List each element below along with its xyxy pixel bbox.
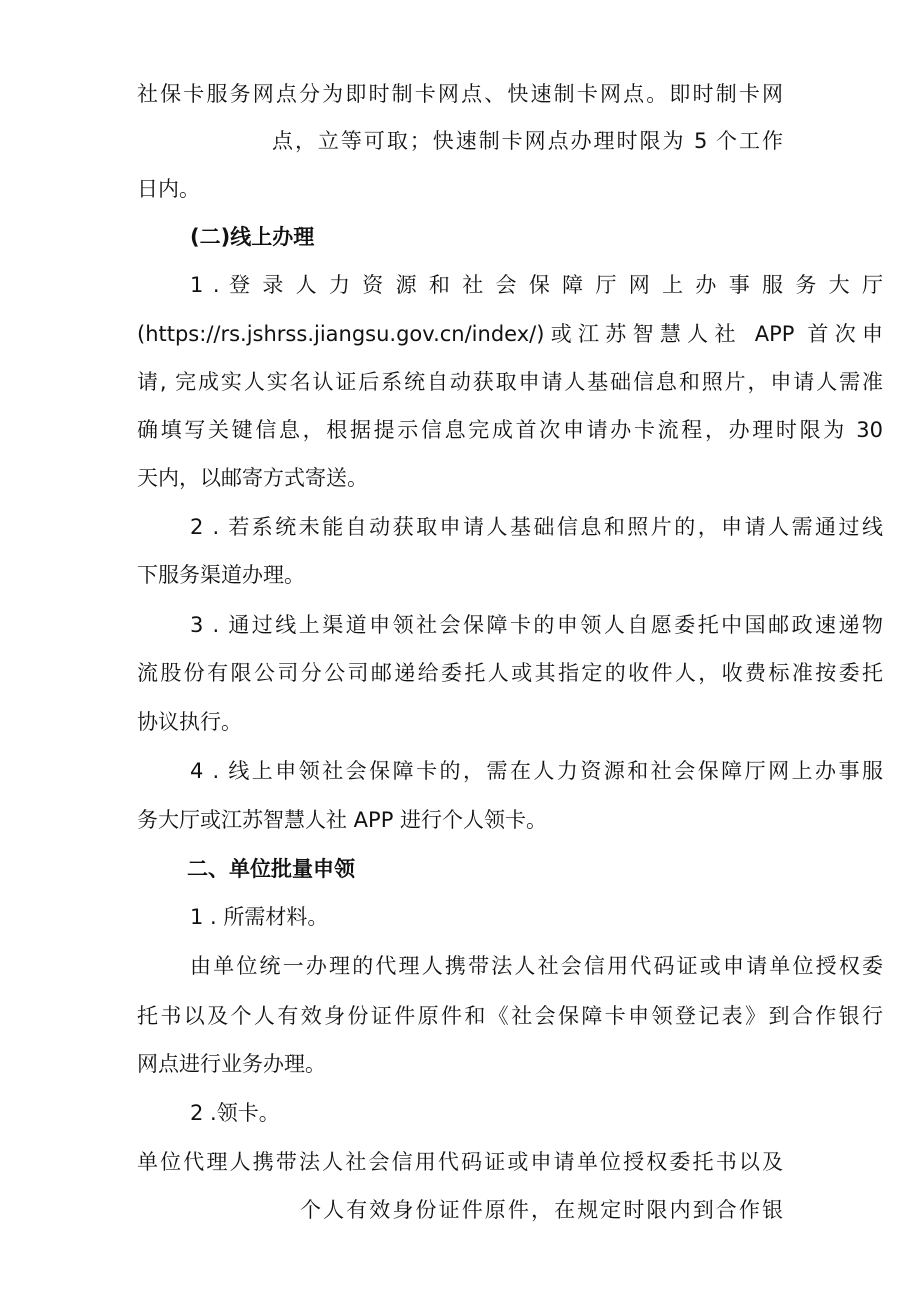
text-line: 2 . 若系统未能自动获取申请人基础信息和照片的，申请人需通过线 <box>190 515 883 539</box>
text-line: 由单位统一办理的代理人携带法人社会信用代码证或申请单位授权委 <box>190 954 883 978</box>
text-line: 点，立等可取；快速制卡网点办理时限为 5 个工作 <box>272 129 783 153</box>
text-line: 1 . 所需材料。 <box>190 905 329 929</box>
section-heading: (二)线上办理 <box>190 225 315 249</box>
text-line: 日内。 <box>137 177 200 201</box>
text-line: 天内，以邮寄方式寄送。 <box>137 466 368 490</box>
section-heading: 二、单位批量申领 <box>187 857 355 881</box>
text-line: 网点进行业务办理。 <box>137 1052 326 1076</box>
text-line: 2 .领卡。 <box>190 1101 280 1125</box>
text-line: 社保卡服务网点分为即时制卡网点、快速制卡网点。即时制卡网 <box>137 82 783 106</box>
text-line: 1 . 登 录 人 力 资 源 和 社 会 保 障 厅 网 上 办 事 服 务 大 厅 <box>190 273 883 297</box>
text-line: 单位代理人携带法人社会信用代码证或申请单位授权委托书以及 <box>137 1150 783 1174</box>
text-line: 请, 完成实人实名认证后系统自动获取申请人基础信息和照片，申请人需准 <box>137 370 883 394</box>
text-line: (https://rs.jshrss.jiangsu.gov.cn/index/)或江苏智慧人社 APP 首次申 <box>137 322 883 346</box>
text-line: 托书以及个人有效身份证件原件和《社会保障卡申领登记表》到合作银行 <box>137 1004 883 1028</box>
text-line: 协议执行。 <box>137 710 242 734</box>
text-line: 流股份有限公司分公司邮递给委托人或其指定的收件人，收费标准按委托 <box>137 661 883 685</box>
text-line: 务大厅或江苏智慧人社 APP 进行个人领卡。 <box>137 808 548 832</box>
text-line: 个人有效身份证件原件，在规定时限内到合作银 <box>300 1198 783 1222</box>
text-line: 3 . 通过线上渠道申领社会保障卡的申领人自愿委托中国邮政速递物 <box>190 613 883 637</box>
text-line: 下服务渠道办理。 <box>137 563 305 587</box>
text-line: 确填写关键信息，根据提示信息完成首次申请办卡流程，办理时限为 30 <box>137 418 883 442</box>
text-line: 4 . 线上申领社会保障卡的，需在人力资源和社会保障厅网上办事服 <box>190 759 883 783</box>
